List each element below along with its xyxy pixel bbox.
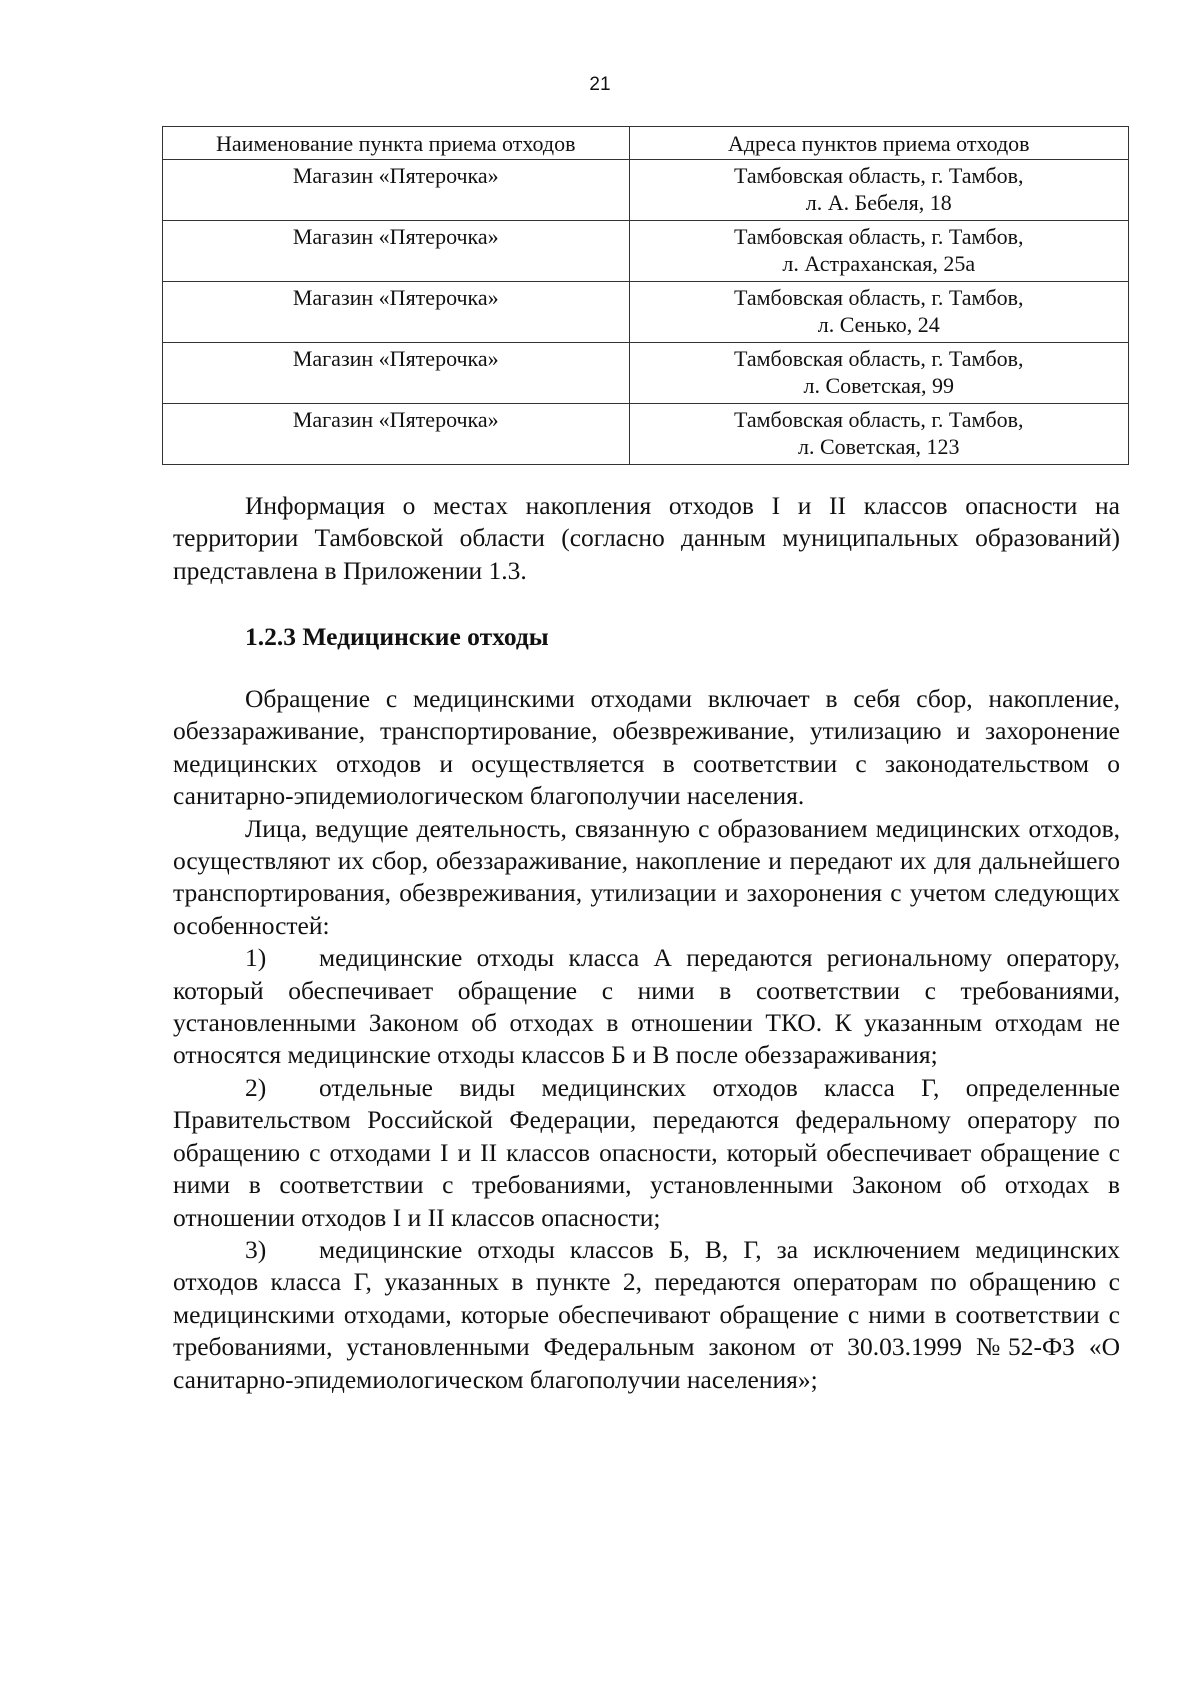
address-line: л. Сенько, 24 [817, 312, 940, 337]
point-name: Магазин «Пятерочка» [163, 282, 630, 343]
collection-points-table [162, 126, 1129, 465]
info-paragraph: Информация о местах накопления отходов I и II классов опасности на территории Тамбовской области (согласно данным муниципальных образований) представлена в Приложении 1.3. [173, 491, 1120, 585]
list-item [173, 942, 1120, 1072]
section-body [173, 683, 1120, 1396]
header-point-name: Наименование пункта приема отходов [163, 127, 630, 160]
point-address [629, 404, 1128, 465]
item-text: медицинские отходы класса А передаются региональному оператору, который обеспечивает обращение с ними в соответствии с требованиями, установленными Законом об отходах в отношении ТКО. К указанным отходам не относятся медицинские отходы классов Б и В после обеззараживания; [173, 943, 1120, 1070]
address-line: Тамбовская область, г. Тамбов, [733, 407, 1024, 432]
item-text: медицинские отходы классов Б, В, Г, за исключением медицинских отходов класса Г, указанных в пункте 2, передаются операторам по обращению с медицинскими отходами, которые обеспечивают обращение с ними в соответствии с требованиями, установленными Федеральным законом от 30.03.1999 №52-ФЗ «О санитарно-эпидемиологическом благополучии населения»; [173, 1234, 1120, 1394]
table-row [163, 343, 1129, 404]
item-number: 1) [245, 943, 267, 973]
address-line: Тамбовская область, г. Тамбов, [733, 224, 1024, 249]
point-address [629, 221, 1128, 282]
point-address [629, 343, 1128, 404]
section-heading: 1.2.3 Медицинские отходы [245, 622, 549, 651]
paragraph-medical-waste-handling: Обращение с медицинскими отходами включает в себя сбор, накопление, обеззараживание, транспортирование, обезвреживание, утилизацию и захоронение медицинских отходов и осуществляется в соответствии с законодательством о санитарно-эпидемиологическом благополучии населения. [173, 684, 1120, 811]
paragraph-waste-producers: Лица, ведущие деятельность, связанную с образованием медицинских отходов, осуществляют их сбор, обеззараживание, накопление и передают их для дальнейшего транспортирования, обезвреживания, утилизации и захоронения с учетом следующих особенностей: [173, 813, 1120, 940]
address-line: Тамбовская область, г. Тамбов, [733, 163, 1024, 188]
table-row [163, 404, 1129, 465]
address-line: л. А. Бебеля, 18 [805, 190, 952, 215]
header-point-address: Адреса пунктов приема отходов [629, 127, 1128, 160]
address-line: л. Советская, 123 [797, 434, 960, 459]
item-text: отдельные виды медицинских отходов класса Г, определенные Правительством Российской Федерации, передаются федеральному оператору по обращению с отходами I и II классов опасности, который обеспечивает обращение с ними в соответствии с требованиями, установленными Законом об отходах в отношении отходов I и II классов опасности; [173, 1072, 1120, 1232]
address-line: Тамбовская область, г. Тамбов, [733, 346, 1024, 371]
address-line: Тамбовская область, г. Тамбов, [733, 285, 1024, 310]
list-item [173, 1072, 1120, 1234]
table-row [163, 160, 1129, 221]
table-header-row [163, 127, 1129, 160]
point-name: Магазин «Пятерочка» [163, 160, 630, 221]
point-address [629, 282, 1128, 343]
address-line: л. Астраханская, 25а [782, 251, 976, 276]
item-number: 2) [245, 1072, 267, 1102]
table-row [163, 282, 1129, 343]
point-address [629, 160, 1128, 221]
page-number: 21 [589, 74, 611, 95]
point-name: Магазин «Пятерочка» [163, 404, 630, 465]
item-number: 3) [245, 1234, 267, 1264]
point-name: Магазин «Пятерочка» [163, 221, 630, 282]
point-name: Магазин «Пятерочка» [163, 343, 630, 404]
info-block [173, 490, 1120, 587]
table-row [163, 221, 1129, 282]
list-item [173, 1234, 1120, 1396]
address-line: л. Советская, 99 [803, 373, 955, 398]
